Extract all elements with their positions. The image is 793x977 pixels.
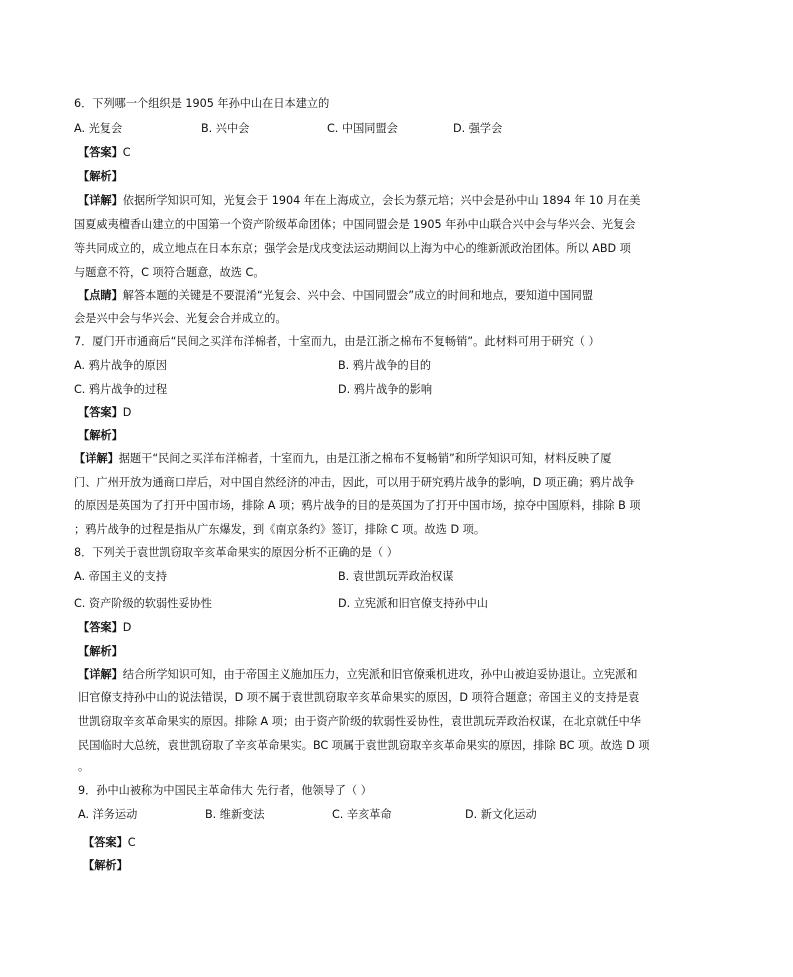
q7-option-c: C. 鸦片战争的过程	[74, 383, 168, 396]
q7-option-b: B. 鸦片战争的目的	[338, 359, 432, 372]
q6-option-a: A. 光复会	[74, 122, 123, 135]
q8-option-c: C. 资产阶级的软弱性妥协性	[74, 597, 212, 610]
q6-option-c: C. 中国同盟会	[327, 122, 398, 135]
q9-option-b: B. 维新变法	[205, 808, 265, 821]
answer-tag: 【答案】	[78, 621, 123, 634]
q8-answer	[78, 620, 131, 636]
q7-answer	[78, 405, 131, 421]
detail-text: 依据所学知识可知，光复会于 1904 年在上海成立，会长为蔡元培；兴中会是孙中山 1894 年 10 月在美	[122, 194, 641, 207]
q7-option-a: A. 鸦片战争的原因	[74, 359, 167, 372]
q7-option-d: D. 鸦片战争的影响	[338, 383, 433, 396]
q6-detail-line-2: 国夏威夷檀香山建立的中国第一个资产阶级革命团体；中国同盟会是 1905 年孙中山联合兴中会与华兴会、光复会	[74, 218, 636, 231]
question-7-stem: 7．厦门开市通商后“民间之买洋布洋棉者，十室而九，由是江浙之棉布不复畅销”。此材料可用于研究（ ）	[74, 335, 600, 348]
answer-value: D	[122, 621, 132, 634]
q6-option-d: D. 强学会	[453, 122, 503, 135]
detail-tag: 【详解】	[78, 668, 123, 681]
point-text: 解答本题的关键是不要混淆“光复会、兴中会、中国同盟会”成立的时间和地点，要知道中国同盟	[122, 289, 594, 302]
point-tag: 【点睛】	[78, 289, 123, 302]
q6-point-line-2: 会是兴中会与华兴会、光复会合并成立的。	[74, 312, 287, 325]
q6-analysis-tag: 【解析】	[78, 170, 123, 183]
answer-value: C	[122, 146, 131, 159]
answer-value: D	[122, 406, 132, 419]
q8-detail-line-2: 旧官僚支持孙中山的说法错误，D 项不属于袁世凯窃取辛亥革命果实的原因，D 项符合题意；帝国主义的支持是袁	[78, 691, 640, 704]
detail-tag: 【详解】	[78, 194, 123, 207]
question-9-stem: 9．孙中山被称为中国民主革命伟大 先行者，他领导了（ ）	[78, 784, 372, 797]
q7-detail-line-4: ；鸦片战争的过程是指从广东爆发，到《南京条约》签订，排除 C 项。故选 D 项。	[74, 523, 486, 536]
q6-detail-line-1	[78, 193, 640, 209]
q6-point-line-1	[78, 288, 593, 304]
q9-option-d: D. 新文化运动	[465, 808, 537, 821]
q6-detail-line-3: 等共同成立的，成立地点在日本东京；强学会是戊戌变法运动期间以上海为中心的维新派政治团体。所以 ABD 项	[74, 242, 631, 255]
q6-detail-line-4: 与题意不符，C 项符合题意，故选 C。	[74, 266, 265, 279]
answer-tag: 【答案】	[78, 146, 123, 159]
q8-option-a: A. 帝国主义的支持	[74, 570, 167, 583]
detail-text: 结合所学知识可知，由于帝国主义施加压力，立宪派和旧官僚乘机进攻，孙中山被迫妥协退让。立宪派和	[122, 668, 638, 681]
q7-detail-line-2: 门、广州开放为通商口岸后，对中国自然经济的冲击，因此，可以用于研究鸦片战争的影响，D 项正确；鸦片战争	[74, 476, 635, 489]
q8-option-b: B. 袁世凯玩弄政治权谋	[338, 570, 454, 583]
q7-detail-line-1	[74, 451, 611, 467]
q9-answer	[83, 835, 136, 851]
q8-detail-line-3: 世凯窃取辛亥革命果实的原因。排除 A 项；由于资产阶级的软弱性妥协性，袁世凯玩弄政治权谋，在北京就任中华	[78, 715, 641, 728]
detail-text: 据题干“民间之买洋布洋棉者，十室而九，由是江浙之棉布不复畅销”和所学知识可知，材料反映了厦	[118, 452, 612, 465]
question-8-stem: 8．下列关于袁世凯窃取辛亥革命果实的原因分析不正确的是（ ）	[74, 546, 398, 559]
answer-tag: 【答案】	[78, 406, 123, 419]
q7-analysis-tag: 【解析】	[78, 429, 123, 442]
answer-value: C	[127, 836, 136, 849]
q7-detail-line-3: 的原因是英国为了打开中国市场，排除 A 项；鸦片战争的目的是英国为了打开中国市场，掠夺中国原料，排除 B 项	[74, 499, 641, 512]
q8-detail-line-1	[78, 667, 637, 683]
q6-answer	[78, 145, 131, 161]
question-6-stem: 6．下列哪一个组织是 1905 年孙中山在日本建立的	[74, 97, 330, 110]
q8-analysis-tag: 【解析】	[78, 645, 123, 658]
q9-option-a: A. 洋务运动	[78, 808, 138, 821]
q6-option-b: B. 兴中会	[201, 122, 250, 135]
q9-option-c: C. 辛亥革命	[332, 808, 392, 821]
detail-tag: 【详解】	[74, 452, 119, 465]
q8-detail-line-4: 民国临时大总统，袁世凯窃取了辛亥革命果实。BC 项属于袁世凯窃取辛亥革命果实的原因，排除 BC 项。故选 D 项	[78, 739, 650, 752]
q8-detail-line-5: 。	[78, 760, 90, 773]
answer-tag: 【答案】	[83, 836, 128, 849]
q8-option-d: D. 立宪派和旧官僚支持孙中山	[338, 597, 488, 610]
q9-analysis-tag: 【解析】	[83, 859, 128, 872]
